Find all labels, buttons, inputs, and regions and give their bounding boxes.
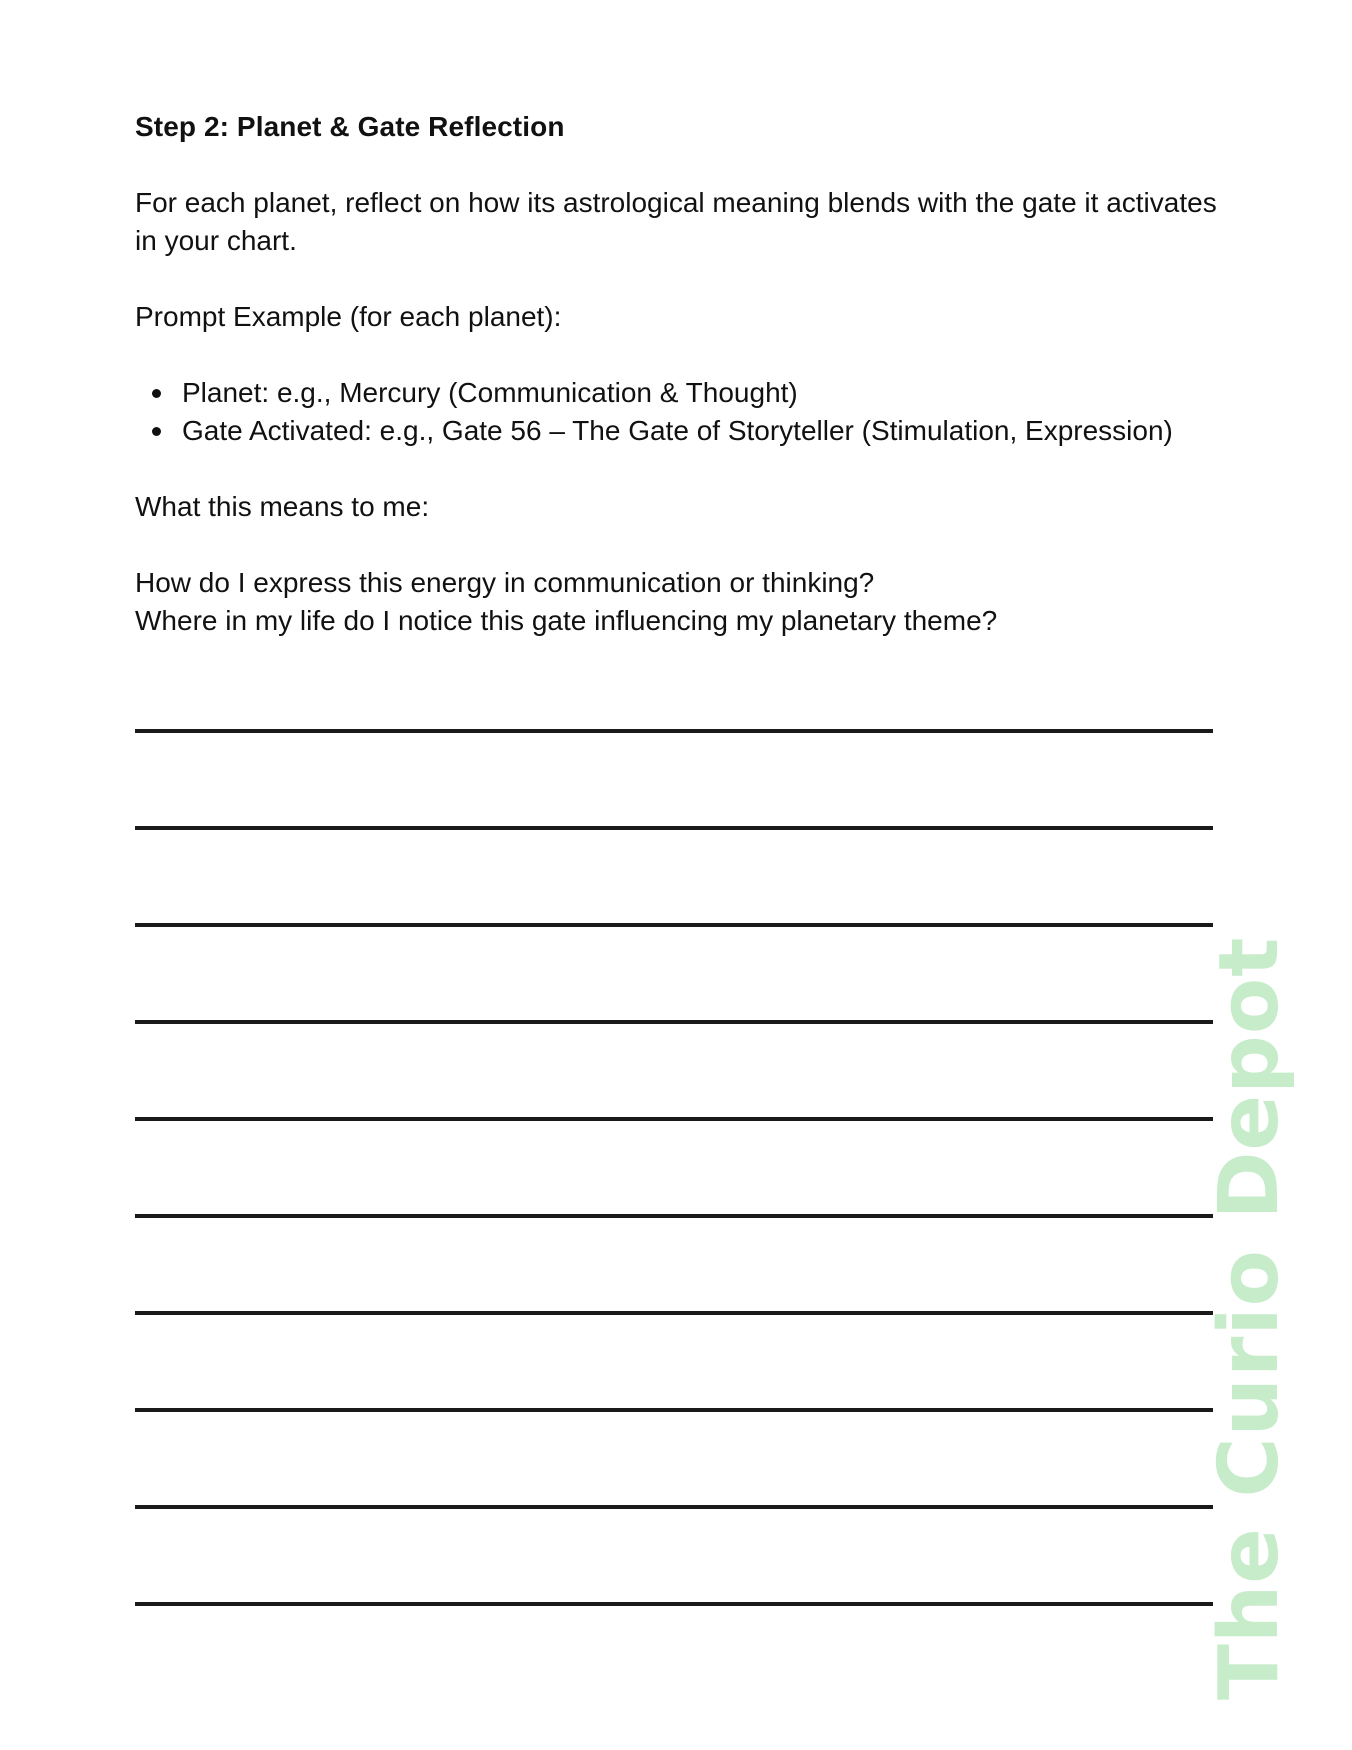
question-communication: How do I express this energy in communication or thinking? bbox=[135, 567, 875, 598]
intro-text: For each planet, reflect on how its astrological meaning blends with the gate it activates in your chart. bbox=[135, 187, 1217, 256]
writing-line bbox=[135, 1408, 1213, 1412]
meaning-label: What this means to me: bbox=[135, 491, 430, 522]
question-life-influence: Where in my life do I notice this gate influencing my planetary theme? bbox=[135, 605, 998, 636]
writing-line bbox=[135, 826, 1213, 830]
bullet-planet bbox=[135, 374, 1245, 412]
writing-line bbox=[135, 1214, 1213, 1218]
bullet-icon bbox=[152, 427, 161, 436]
writing-line bbox=[135, 1505, 1213, 1509]
bullet-planet-text: Planet: e.g., Mercury (Communication & Thought) bbox=[182, 377, 798, 408]
writing-line bbox=[135, 1117, 1213, 1121]
writing-line bbox=[135, 729, 1213, 733]
bullet-gate bbox=[135, 412, 1245, 450]
writing-line bbox=[135, 1311, 1213, 1315]
bullet-icon bbox=[152, 389, 161, 398]
writing-line bbox=[135, 923, 1213, 927]
writing-line bbox=[135, 1020, 1213, 1024]
bullet-gate-text: Gate Activated: e.g., Gate 56 – The Gate of Storyteller (Stimulation, Expression) bbox=[182, 415, 1173, 446]
step-heading: Step 2: Planet & Gate Reflection bbox=[135, 111, 565, 142]
writing-lines bbox=[135, 729, 1213, 1699]
brand-watermark: The Curio Depot bbox=[1202, 936, 1297, 1700]
writing-line bbox=[135, 1602, 1213, 1606]
instructions-section bbox=[135, 108, 1245, 640]
prompt-label: Prompt Example (for each planet): bbox=[135, 301, 562, 332]
prompt-example-list bbox=[135, 374, 1245, 450]
